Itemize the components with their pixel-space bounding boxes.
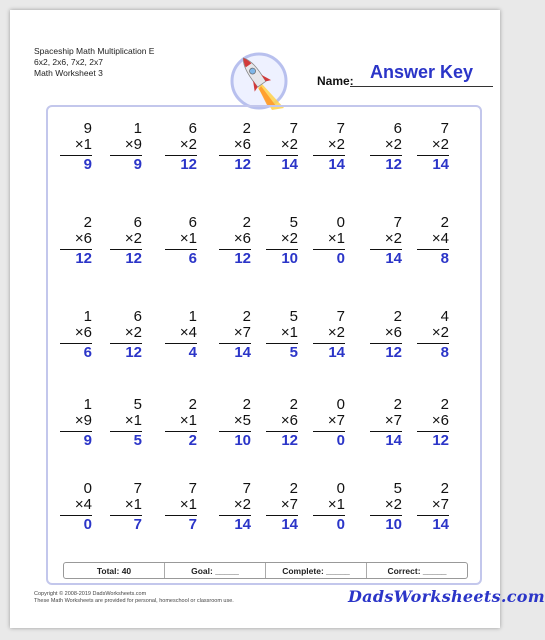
multiplication-problem — [370, 121, 402, 173]
multiplicand: 5 — [393, 480, 402, 497]
multiplier: ×4 — [179, 324, 197, 341]
multiplicand: 0 — [336, 480, 345, 497]
answer-value: 14 — [385, 432, 402, 449]
problem-row — [50, 215, 482, 275]
multiplication-problem — [266, 397, 298, 449]
multiplicand: 2 — [242, 396, 251, 413]
multiplicand: 2 — [440, 214, 449, 231]
multiplication-problem — [165, 121, 197, 173]
multiplication-problem — [370, 481, 402, 533]
answer-value: 14 — [328, 344, 345, 361]
answer-value: 14 — [234, 516, 251, 533]
multiplication-problem — [219, 397, 251, 449]
multiplication-problem — [370, 397, 402, 449]
multiplication-problem — [266, 309, 298, 361]
multiplicand: 6 — [393, 120, 402, 137]
answer-value: 9 — [133, 156, 142, 173]
answer-value: 12 — [385, 344, 402, 361]
multiplier: ×7 — [280, 496, 298, 513]
multiplier: ×2 — [124, 230, 142, 247]
usage-line: These Math Worksheets are provided for personal, homeschool or classroom use. — [34, 598, 234, 604]
answer-value: 12 — [234, 156, 251, 173]
multiplier: ×2 — [431, 324, 449, 341]
answer-value: 14 — [281, 156, 298, 173]
multiplication-problem — [219, 121, 251, 173]
total-field: Total: 40 — [64, 563, 165, 578]
multiplication-problem — [266, 215, 298, 267]
multiplier: ×1 — [179, 496, 197, 513]
answer-value: 6 — [188, 250, 197, 267]
answer-value: 5 — [289, 344, 298, 361]
multiplication-problem — [60, 215, 92, 267]
multiplicand: 1 — [188, 308, 197, 325]
multiplication-problem — [60, 397, 92, 449]
multiplication-problem — [165, 215, 197, 267]
multiplier: ×2 — [327, 324, 345, 341]
multiplier: ×1 — [179, 230, 197, 247]
answer-value: 12 — [234, 250, 251, 267]
multiplicand: 6 — [133, 214, 142, 231]
multiplier: ×1 — [280, 324, 298, 341]
multiplier: ×4 — [431, 230, 449, 247]
answer-key-text: Answer Key — [369, 62, 474, 82]
multiplier: ×2 — [233, 496, 251, 513]
answer-value: 12 — [281, 432, 298, 449]
worksheet-title: Spaceship Math Multiplication E — [34, 46, 155, 56]
multiplier: ×6 — [233, 230, 251, 247]
answer-value: 6 — [83, 344, 92, 361]
multiplier: ×2 — [384, 230, 402, 247]
multiplicand: 7 — [133, 480, 142, 497]
multiplier: ×7 — [384, 412, 402, 429]
answer-value: 12 — [125, 344, 142, 361]
multiplier: ×2 — [384, 496, 402, 513]
multiplication-problem — [370, 215, 402, 267]
multiplication-problem — [110, 215, 142, 267]
answer-value: 14 — [328, 156, 345, 173]
problem-row — [50, 309, 482, 369]
multiplier: ×2 — [280, 230, 298, 247]
rocket-icon — [228, 50, 290, 112]
multiplication-problem — [417, 397, 449, 449]
multiplication-problem — [110, 397, 142, 449]
name-label: Name: — [317, 74, 354, 88]
multiplier: ×2 — [124, 324, 142, 341]
answer-value: 14 — [385, 250, 402, 267]
multiplicand: 2 — [440, 480, 449, 497]
multiplication-problem — [60, 309, 92, 361]
copyright-line: Copyright © 2008-2019 DadsWorksheets.com — [34, 591, 147, 597]
multiplication-problem — [313, 397, 345, 449]
answer-value: 5 — [133, 432, 142, 449]
multiplier: ×2 — [280, 136, 298, 153]
name-line — [350, 86, 493, 87]
multiplicand: 2 — [393, 396, 402, 413]
multiplication-problem — [110, 309, 142, 361]
multiplicand: 5 — [289, 214, 298, 231]
multiplier: ×6 — [384, 324, 402, 341]
multiplicand: 2 — [289, 480, 298, 497]
multiplication-problem — [165, 309, 197, 361]
answer-value: 12 — [75, 250, 92, 267]
answer-value: 0 — [336, 250, 345, 267]
worksheet-subtitle: Math Worksheet 3 — [34, 68, 103, 78]
score-bar — [63, 562, 468, 579]
multiplicand: 2 — [242, 120, 251, 137]
multiplicand: 2 — [440, 396, 449, 413]
multiplier: ×7 — [431, 496, 449, 513]
multiplier: ×9 — [74, 412, 92, 429]
multiplier: ×6 — [280, 412, 298, 429]
multiplicand: 2 — [83, 214, 92, 231]
multiplicand: 0 — [336, 214, 345, 231]
answer-value: 14 — [432, 156, 449, 173]
multiplication-problem — [313, 481, 345, 533]
answer-value: 9 — [83, 156, 92, 173]
multiplier: ×1 — [179, 412, 197, 429]
multiplication-problem — [60, 481, 92, 533]
multiplier: ×2 — [179, 136, 197, 153]
multiplication-problem — [60, 121, 92, 173]
problem-row — [50, 397, 482, 457]
multiplier: ×2 — [327, 136, 345, 153]
multiplicand: 7 — [440, 120, 449, 137]
problem-row — [50, 121, 482, 181]
multiplicand: 6 — [188, 120, 197, 137]
multiplicand: 5 — [133, 396, 142, 413]
multiplier: ×7 — [327, 412, 345, 429]
multiplicand: 1 — [133, 120, 142, 137]
multiplicand: 7 — [393, 214, 402, 231]
answer-value: 7 — [188, 516, 197, 533]
answer-value: 7 — [133, 516, 142, 533]
multiplier: ×9 — [124, 136, 142, 153]
multiplication-problem — [313, 121, 345, 173]
multiplier: ×6 — [74, 230, 92, 247]
problems-panel — [46, 105, 482, 585]
multiplicand: 2 — [393, 308, 402, 325]
multiplicand: 6 — [188, 214, 197, 231]
multiplier: ×7 — [233, 324, 251, 341]
goal-field: Goal: _____ — [165, 563, 266, 578]
correct-field: Correct: _____ — [387, 565, 447, 576]
multiplication-problem — [165, 397, 197, 449]
answer-value: 10 — [385, 516, 402, 533]
answer-value: 14 — [234, 344, 251, 361]
worksheet-header — [34, 46, 154, 79]
answer-value: 0 — [336, 432, 345, 449]
multiplicand: 7 — [336, 308, 345, 325]
multiplier: ×1 — [327, 230, 345, 247]
multiplicand: 1 — [83, 396, 92, 413]
multiplicand: 7 — [336, 120, 345, 137]
answer-value: 0 — [83, 516, 92, 533]
answer-value: 12 — [180, 156, 197, 173]
answer-value: 8 — [440, 250, 449, 267]
answer-value: 9 — [83, 432, 92, 449]
multiplicand: 6 — [133, 308, 142, 325]
multiplicand: 2 — [242, 214, 251, 231]
answer-value: 8 — [440, 344, 449, 361]
problem-row — [50, 481, 482, 541]
answer-value: 12 — [385, 156, 402, 173]
answer-value: 14 — [432, 516, 449, 533]
multiplication-problem — [219, 215, 251, 267]
worksheet-page — [10, 10, 545, 628]
answer-value: 12 — [125, 250, 142, 267]
answer-value: 0 — [336, 516, 345, 533]
multiplier: ×6 — [74, 324, 92, 341]
multiplier: ×1 — [124, 412, 142, 429]
multiplication-problem — [165, 481, 197, 533]
copyright-notice — [34, 591, 234, 605]
multiplier: ×1 — [327, 496, 345, 513]
multiplicand: 5 — [289, 308, 298, 325]
multiplier: ×1 — [74, 136, 92, 153]
answer-value: 14 — [281, 516, 298, 533]
brand-logo: DadsWorksheets.com — [348, 587, 545, 606]
multiplicand: 1 — [83, 308, 92, 325]
multiplicand: 7 — [289, 120, 298, 137]
multiplication-problem — [417, 309, 449, 361]
multiplication-problem — [417, 215, 449, 267]
multiplier: ×6 — [431, 412, 449, 429]
multiplication-problem — [417, 121, 449, 173]
multiplier: ×2 — [431, 136, 449, 153]
complete-field: Complete: _____ — [266, 563, 367, 578]
multiplier: ×2 — [384, 136, 402, 153]
multiplication-problem — [417, 481, 449, 533]
multiplicand: 9 — [83, 120, 92, 137]
multiplier: ×6 — [233, 136, 251, 153]
multiplicand: 4 — [440, 308, 449, 325]
answer-value: 10 — [281, 250, 298, 267]
worksheet-facts: 6x2, 2x6, 7x2, 2x7 — [34, 57, 103, 67]
multiplicand: 7 — [242, 480, 251, 497]
multiplier: ×1 — [124, 496, 142, 513]
multiplication-problem — [313, 215, 345, 267]
answer-value: 2 — [188, 432, 197, 449]
multiplicand: 0 — [336, 396, 345, 413]
multiplication-problem — [370, 309, 402, 361]
multiplication-problem — [110, 481, 142, 533]
answer-value: 12 — [432, 432, 449, 449]
multiplier: ×5 — [233, 412, 251, 429]
multiplier: ×4 — [74, 496, 92, 513]
multiplicand: 2 — [242, 308, 251, 325]
multiplicand: 0 — [83, 480, 92, 497]
multiplication-problem — [266, 481, 298, 533]
multiplicand: 7 — [188, 480, 197, 497]
answer-value: 4 — [188, 344, 197, 361]
multiplication-problem — [266, 121, 298, 173]
multiplication-problem — [219, 481, 251, 533]
multiplication-problem — [313, 309, 345, 361]
multiplicand: 2 — [289, 396, 298, 413]
multiplicand: 2 — [188, 396, 197, 413]
multiplication-problem — [219, 309, 251, 361]
multiplication-problem — [110, 121, 142, 173]
answer-value: 10 — [234, 432, 251, 449]
